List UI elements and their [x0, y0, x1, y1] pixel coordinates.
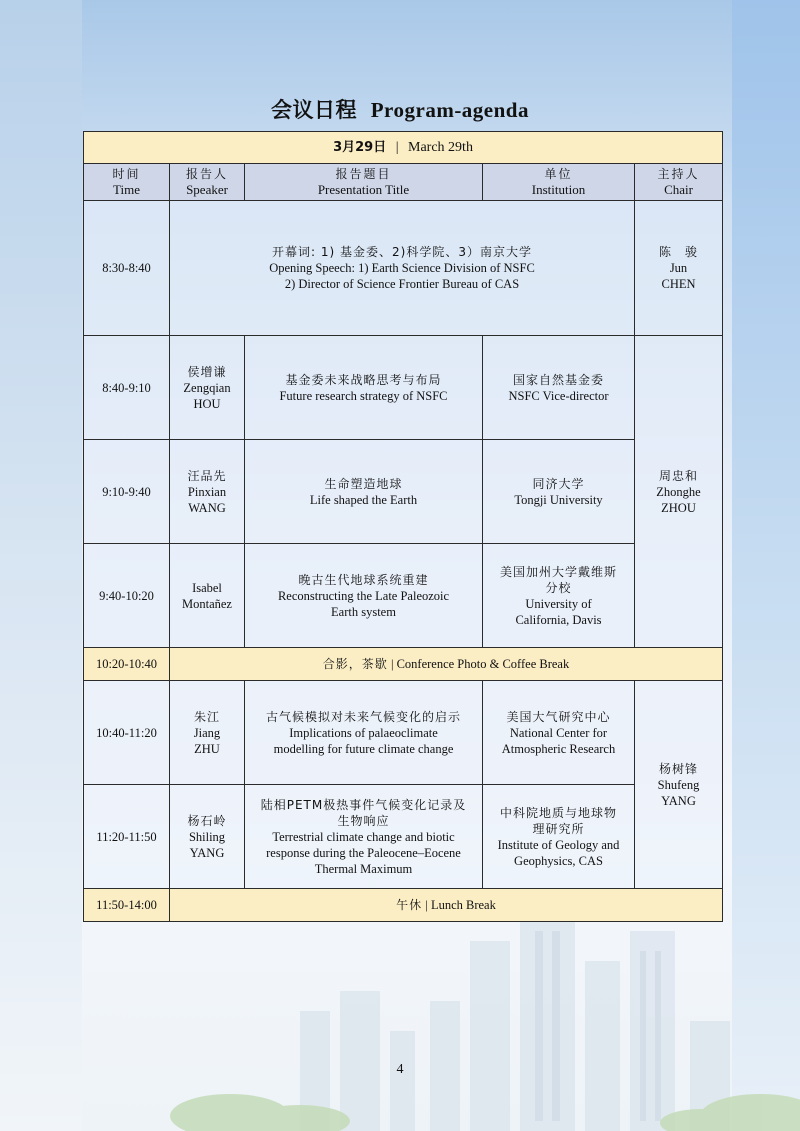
time-cell: 10:20-10:40: [84, 648, 170, 681]
opening-line-cn: 开幕词: 1) 基金委、2)科学院、3）南京大学: [272, 245, 532, 259]
title-cn: 生命塑造地球: [324, 476, 403, 491]
chair-en-given: Zhonghe: [656, 484, 701, 499]
agenda-table: [83, 131, 723, 922]
time-cell: 8:40-9:10: [84, 336, 170, 440]
speaker-en-given: Zengqian: [183, 380, 231, 395]
speaker-cn: 杨石岭: [187, 813, 227, 828]
table-row: [84, 440, 723, 544]
title-cn-line1: 陆相PETM极热事件气候变化记录及: [260, 797, 467, 812]
chair-en-family: CHEN: [661, 277, 696, 291]
speaker-cell: [170, 681, 245, 785]
institution-en: NSFC Vice-director: [508, 388, 609, 403]
table-row: [84, 336, 723, 440]
speaker-cn: 侯增谦: [187, 364, 227, 379]
chair-cell: [635, 201, 723, 336]
time-cell: 10:40-11:20: [84, 681, 170, 785]
title-en: Future research strategy of NSFC: [279, 388, 448, 403]
table-row-opening: [84, 201, 723, 336]
speaker-cell: [170, 785, 245, 889]
institution-en-line1: National Center for: [509, 725, 608, 740]
institution-en-line2: Atmospheric Research: [501, 741, 616, 756]
speaker-en-family: ZHU: [194, 741, 220, 756]
column-header-chair: [635, 164, 723, 201]
day-cn: 3月29日: [333, 139, 387, 155]
header-cn: 主持人: [657, 167, 700, 181]
title-cn-line2: 生物响应: [337, 813, 390, 828]
header-en: Institution: [531, 182, 586, 197]
institution-cn-line1: 中科院地质与地球物: [499, 805, 617, 820]
chair-en-given: Shufeng: [657, 777, 700, 792]
header-cn: 时间: [112, 167, 141, 181]
opening-line-en2: 2) Director of Science Frontier Bureau of CAS: [284, 277, 520, 291]
title-en-line1: Terrestrial climate change and biotic: [272, 829, 455, 844]
institution-cn-line2: 分校: [545, 580, 572, 595]
chair-cn: 周忠和: [659, 468, 699, 483]
time-cell: 9:10-9:40: [84, 440, 170, 544]
day-en: March 29th: [408, 139, 473, 155]
speaker-en-family: WANG: [188, 500, 226, 515]
institution-cell: [483, 544, 635, 648]
title-en-line1: Reconstructing the Late Paleozoic: [277, 588, 450, 603]
speaker-en-given: Pinxian: [187, 484, 227, 499]
column-header-title: [245, 164, 483, 201]
institution-cn: 国家自然基金委: [512, 372, 604, 387]
day-header-row: [84, 132, 723, 164]
speaker-en-given: Jiang: [193, 725, 221, 740]
chair-en-family: YANG: [661, 793, 696, 808]
title-en: Life shaped the Earth: [309, 492, 418, 507]
break-separator: |: [390, 657, 394, 671]
institution-en: Tongji University: [514, 492, 603, 507]
break-label-cell: [170, 648, 723, 681]
title-en-line3: Thermal Maximum: [314, 861, 413, 876]
institution-en-line2: California, Davis: [515, 612, 602, 627]
chair-cell: [635, 336, 723, 648]
page-title: [0, 94, 800, 124]
table-row: [84, 544, 723, 648]
column-header-speaker: [170, 164, 245, 201]
time-cell: 11:20-11:50: [84, 785, 170, 889]
column-header-institution: [483, 164, 635, 201]
column-header-row: [84, 164, 723, 201]
institution-cell: [483, 681, 635, 785]
title-en-line1: Implications of palaeoclimate: [289, 725, 438, 740]
chair-cell: [635, 681, 723, 889]
table-row: [84, 785, 723, 889]
break-row-lunch: [84, 889, 723, 922]
title-cn: 基金委未来战略思考与布局: [285, 372, 442, 387]
page-title-en: Program-agenda: [370, 98, 529, 122]
break-label-cell: [170, 889, 723, 922]
title-en-line2: Earth system: [331, 604, 396, 619]
title-en-line2: response during the Paleocene–Eocene: [266, 845, 461, 860]
time-cell: 9:40-10:20: [84, 544, 170, 648]
title-cn: 晚古生代地球系统重建: [298, 572, 429, 587]
institution-en-line2: Geophysics, CAS: [514, 853, 603, 868]
institution-cell: [483, 336, 635, 440]
institution-cell: [483, 440, 635, 544]
header-cn: 单位: [544, 167, 573, 181]
time-cell: 11:50-14:00: [84, 889, 170, 922]
title-cell: [245, 681, 483, 785]
break-row-coffee: [84, 648, 723, 681]
speaker-en-given: Shiling: [188, 829, 226, 844]
break-cn: 午休: [396, 898, 423, 912]
title-cn: 古气候模拟对未来气候变化的启示: [265, 709, 461, 724]
break-separator: |: [425, 898, 428, 912]
break-cn: 合影，茶歇: [322, 657, 388, 671]
page-number: 4: [396, 1062, 404, 1077]
day-separator: |: [395, 139, 399, 155]
title-en-line2: modelling for future climate change: [273, 741, 454, 756]
header-cn: 报告题目: [335, 167, 392, 181]
speaker-cell: [170, 336, 245, 440]
day-header: [84, 132, 723, 164]
city-skyline-illustration: [0, 901, 800, 1131]
speaker-en-family: YANG: [189, 845, 225, 860]
break-en: Conference Photo & Coffee Break: [396, 657, 570, 671]
institution-en-line1: Institute of Geology and: [497, 837, 620, 852]
column-header-time: [84, 164, 170, 201]
title-cell: [245, 336, 483, 440]
header-en: Presentation Title: [317, 182, 410, 197]
header-en: Time: [113, 182, 140, 197]
institution-cn: 同济大学: [532, 476, 585, 491]
title-cell: [245, 785, 483, 889]
institution-cn: 美国大气研究中心: [506, 709, 611, 724]
time-cell: 8:30-8:40: [84, 201, 170, 336]
chair-en-family: ZHOU: [661, 500, 696, 515]
institution-en-line1: University of: [525, 596, 592, 611]
institution-cn-line2: 理研究所: [532, 821, 585, 836]
speaker-cell: [170, 544, 245, 648]
speaker-en-family: HOU: [193, 396, 221, 411]
header-en: Chair: [664, 182, 693, 197]
page-title-cn: 会议日程: [270, 98, 357, 122]
institution-cn-line1: 美国加州大学戴维斯: [499, 564, 617, 579]
institution-cell: [483, 785, 635, 889]
header-en: Speaker: [186, 182, 228, 197]
title-cell: [245, 544, 483, 648]
speaker-cn: 汪品先: [187, 468, 227, 483]
table-row: [84, 681, 723, 785]
chair-en-given: Jun: [669, 261, 688, 275]
opening-speech-cell: [170, 201, 635, 336]
opening-line-en1: Opening Speech: 1) Earth Science Division of NSFC: [269, 261, 535, 275]
speaker-en-given: Isabel: [192, 580, 222, 595]
header-cn: 报告人: [185, 167, 228, 181]
speaker-cell: [170, 440, 245, 544]
speaker-cn: 朱江: [193, 709, 220, 724]
chair-cn: 杨树锋: [659, 761, 699, 776]
title-cell: [245, 440, 483, 544]
speaker-en-family: Montañez: [182, 596, 232, 611]
break-en: Lunch Break: [430, 898, 496, 912]
chair-cn: 陈 骏: [659, 245, 699, 259]
